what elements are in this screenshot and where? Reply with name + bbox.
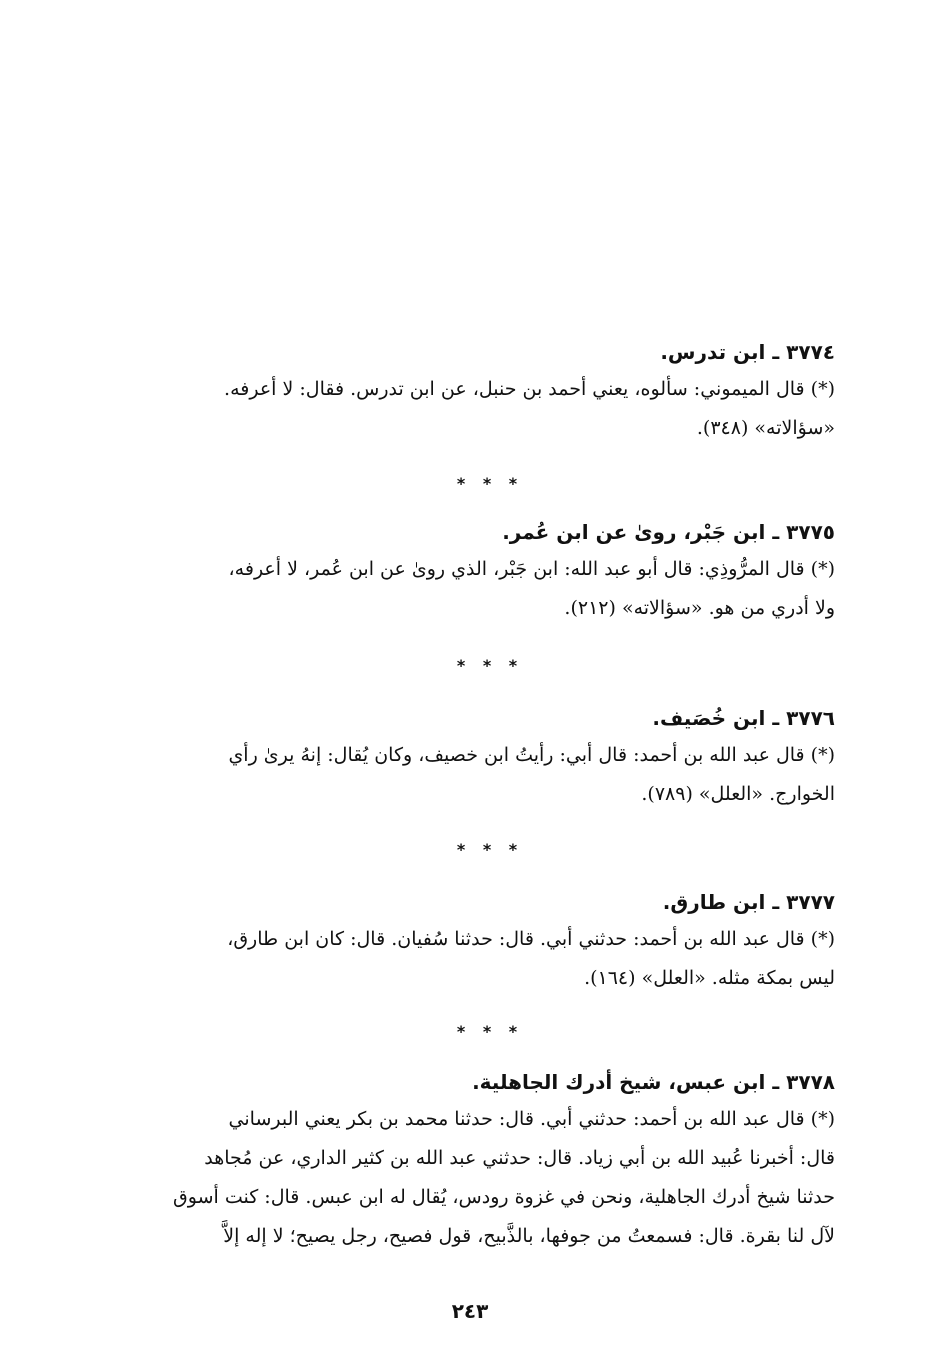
entry-heading: ٣٧٧٥ ـ ابن جَبْر، روىٰ عن ابن عُمر.	[502, 520, 835, 544]
text-line: (*) قال عبد الله بن أحمد: حدثني أبي. قال: حدثنا محمد بن بكر يعني البرساني	[228, 1108, 835, 1130]
entry-3778	[100, 1064, 835, 1256]
text-line: حدثنا شيخ أدرك الجاهلية، ونحن في غزوة رودس، يُقال له ابن عبس. قال: كنت أسوق	[173, 1186, 835, 1208]
entry-heading: ٣٧٧٦ ـ ابن خُصَيف.	[652, 706, 835, 730]
text-line: ولا أدري من هو. «سؤالاته» (٢١٢).	[564, 597, 835, 619]
entry-text	[100, 920, 835, 998]
section-separator: * * *	[456, 840, 524, 859]
entry-heading: ٣٧٧٧ ـ ابن طارق.	[662, 890, 835, 914]
entry-text	[100, 1100, 835, 1256]
text-line: ليس بمكة مثله. «العلل» (١٦٤).	[584, 967, 835, 989]
section-separator: * * *	[456, 656, 524, 675]
entry-3775	[100, 514, 835, 628]
text-line: (*) قال المرُّوذِي: قال أبو عبد الله: ابن جَبْر، الذي روىٰ عن ابن عُمر، لا أعرفه،	[228, 558, 835, 580]
entry-text	[100, 370, 835, 448]
entry-heading: ٣٧٧٨ ـ ابن عبس، شيخ أدرك الجاهلية.	[472, 1070, 835, 1094]
entry-3774	[100, 334, 835, 448]
section-separator: * * *	[456, 474, 524, 493]
text-line: (*) قال الميموني: سألوه، يعني أحمد بن حنبل، عن ابن تدرس. فقال: لا أعرفه.	[224, 378, 835, 400]
text-line: الخوارج. «العلل» (٧٨٩).	[641, 783, 835, 805]
entry-text	[100, 736, 835, 814]
section-separator: * * *	[456, 1022, 524, 1041]
entry-heading: ٣٧٧٤ ـ ابن تدرس.	[660, 340, 835, 364]
text-line: لآل لنا بقرة. قال: فسمعتُ من جوفها، بالذَّبيح، قول فصيح، رجل يصيح؛ لا إله إلاَّ	[223, 1225, 835, 1247]
entry-3776	[100, 700, 835, 814]
text-line: «سؤالاته» (٣٤٨).	[696, 417, 835, 439]
entry-text	[100, 550, 835, 628]
text-line: قال: أخبرنا عُبيد الله بن أبي زياد. قال: حدثني عبد الله بن كثير الداري، عن مُجاهد	[204, 1147, 835, 1169]
entry-3777	[100, 884, 835, 998]
page-number: ٢٤٣	[451, 1299, 489, 1323]
text-line: (*) قال عبد الله بن أحمد: حدثني أبي. قال: حدثنا سُفيان. قال: كان ابن طارق،	[227, 928, 835, 950]
text-line: (*) قال عبد الله بن أحمد: قال أبي: رأيتُ ابن خصيف، وكان يُقال: إنهُ يرىٰ رأي	[228, 744, 835, 766]
